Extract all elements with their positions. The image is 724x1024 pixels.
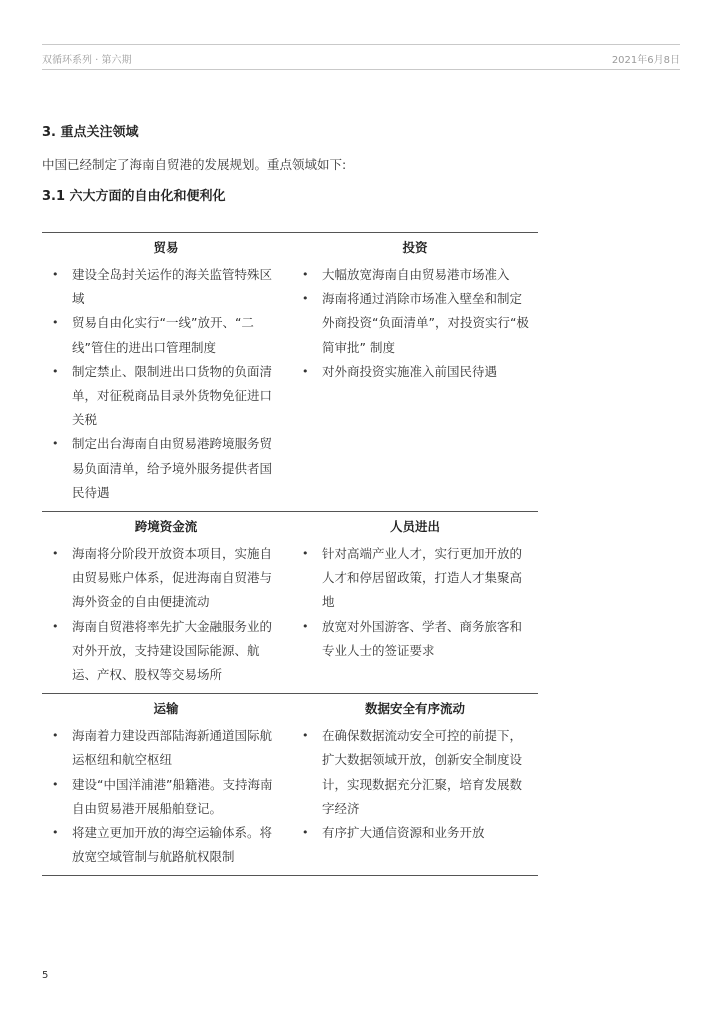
grid-row xyxy=(42,232,538,511)
bullet-list xyxy=(300,263,530,384)
list-item: • 海南自贸港将率先扩大金融服务业的对外开放，支持建设国际能源、航运、产权、股权等交易场所 xyxy=(50,615,282,688)
bullet-list xyxy=(50,724,282,869)
running-header xyxy=(42,44,680,70)
header-series: 双循环系列 · 第六期 xyxy=(42,55,132,66)
header-date: 2021年6月8日 xyxy=(611,55,680,66)
bullet-list xyxy=(300,724,530,845)
focus-areas-grid xyxy=(42,232,538,876)
area-title: 投资 xyxy=(402,240,428,255)
grid-row xyxy=(42,511,538,693)
area-cell-trade xyxy=(42,233,290,511)
area-title: 数据安全有序流动 xyxy=(364,701,465,717)
list-item: • 在确保数据流动安全可控的前提下，扩大数据领域开放，创新安全制度设计，实现数据充分汇聚，培育发展数字经济 xyxy=(300,724,530,821)
intro-paragraph: 中国已经制定了海南自贸港的发展规划。重点领域如下: xyxy=(42,157,347,172)
subsection-heading: 3.1 六大方面的自由化和便利化 xyxy=(42,189,226,204)
list-item: • 建设“中国洋浦港”船籍港。支持海南自由贸易港开展船舶登记。 xyxy=(50,773,282,821)
area-cell-transport xyxy=(42,694,290,875)
bullet-list xyxy=(300,542,530,663)
list-item: • 将建立更加开放的海空运输体系。将放宽空域管制与航路航权限制 xyxy=(50,821,282,869)
section-heading: 3. 重点关注领域 xyxy=(42,125,139,140)
list-item: • 海南将分阶段开放资本项目，实施自由贸易账户体系，促进海南自贸港与海外资金的自由便捷流动 xyxy=(50,542,282,615)
bullet-list xyxy=(50,542,282,687)
list-item: • 大幅放宽海南自由贸易港市场准入 xyxy=(300,263,530,287)
list-item: • 贸易自由化实行“一线”放开、“二线”管住的进出口管理制度 xyxy=(50,311,282,359)
list-item: • 建设全岛封关运作的海关监管特殊区域 xyxy=(50,263,282,311)
list-item: • 制定禁止、限制进出口货物的负面清单，对征税商品目录外货物免征进口关税 xyxy=(50,360,282,433)
area-title: 跨境资金流 xyxy=(134,519,198,535)
area-cell-data-flow xyxy=(290,694,538,875)
list-item: • 海南着力建设西部陆海新通道国际航运枢纽和航空枢纽 xyxy=(50,724,282,772)
list-item: • 有序扩大通信资源和业务开放 xyxy=(300,821,530,845)
list-item: • 针对高端产业人才，实行更加开放的人才和停居留政策，打造人才集聚高地 xyxy=(300,542,530,615)
area-title: 运输 xyxy=(153,701,179,717)
area-cell-investment xyxy=(290,233,538,511)
grid-row xyxy=(42,693,538,875)
area-title: 贸易 xyxy=(153,240,179,255)
bullet-list xyxy=(50,263,282,505)
area-cell-people-movement xyxy=(290,512,538,693)
area-title: 人员进出 xyxy=(389,519,440,535)
list-item: • 对外商投资实施准入前国民待遇 xyxy=(300,360,530,384)
list-item: • 放宽对外国游客、学者、商务旅客和专业人士的签证要求 xyxy=(300,615,530,663)
page-number: 5 xyxy=(42,970,49,981)
list-item: • 海南将通过消除市场准入壁垒和制定外商投资“负面清单”，对投资实行“极简审批” 制度 xyxy=(300,287,530,360)
area-cell-capital-flow xyxy=(42,512,290,693)
list-item: • 制定出台海南自由贸易港跨境服务贸易负面清单，给予境外服务提供者国民待遇 xyxy=(50,432,282,505)
